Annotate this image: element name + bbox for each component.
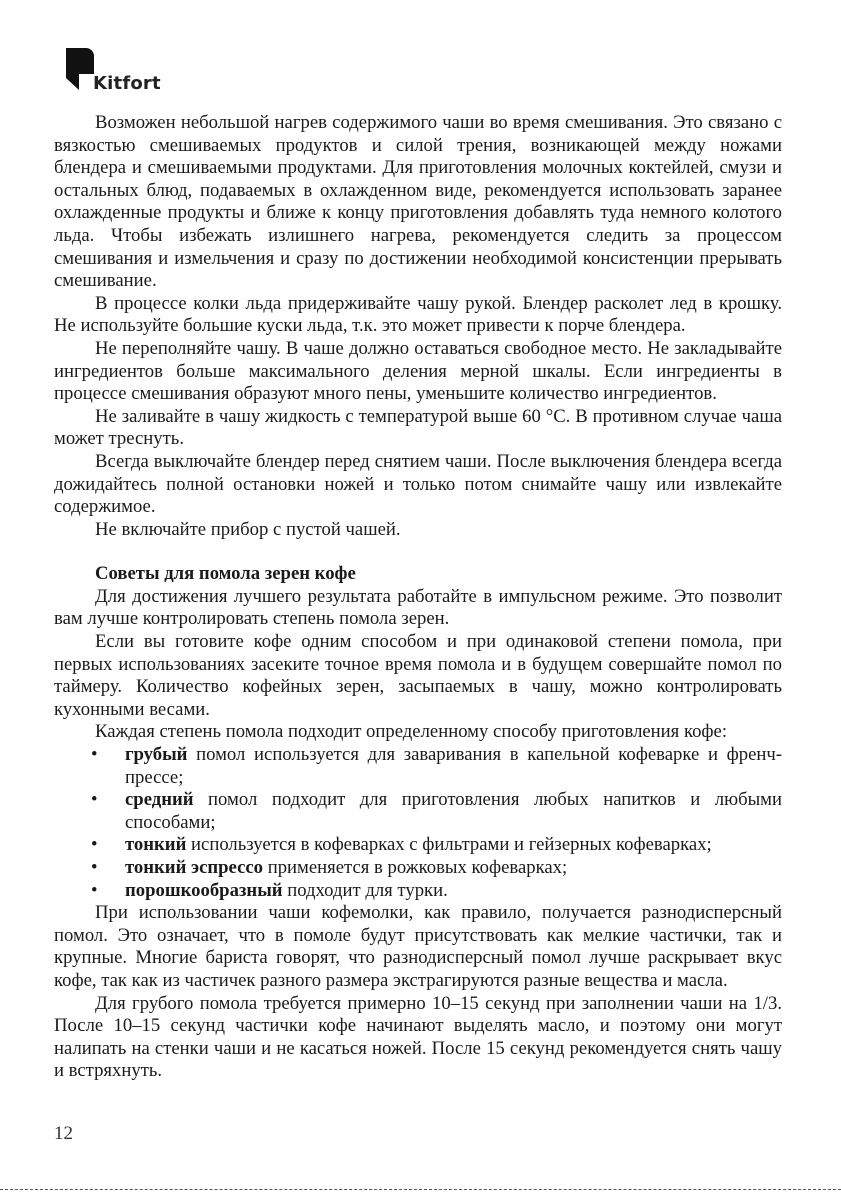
kitfort-logo	[66, 48, 176, 98]
grind-term: тонкий эспрессо	[125, 857, 264, 878]
paragraph: Не заливайте в чашу жидкость с температурой выше 60 °С. В противном случае чаша может треснуть.	[54, 405, 782, 450]
paragraph: В процессе колки льда придерживайте чашу рукой. Блендер расколет лед в крошку. Не используйте большие куски льда, т.к. это может привести к порче блендера.	[54, 292, 782, 337]
grind-list	[54, 744, 782, 902]
paragraph: Каждая степень помола подходит определенному способу приготовления кофе:	[95, 721, 728, 743]
grind-term: тонкий	[125, 834, 187, 856]
section-heading: Советы для помола зерен кофе	[95, 563, 356, 585]
grind-description: помол подходит для приготовления любых напитков и любыми способами;	[125, 789, 782, 833]
grind-description: используется в кофеварках с фильтрами и гейзерных кофеварках;	[186, 834, 712, 856]
grind-description: помол используется для заваривания в капельной кофеварке и френч-прессе;	[125, 744, 782, 788]
grind-term: грубый	[125, 744, 188, 766]
paragraph: Если вы готовите кофе одним способом и при одинаковой степени помола, при первых использованиях засеките точное время помола и в будущем совершайте помол по таймеру. Количество кофейных зерен, засыпаемых в чашу, можно контролировать кухонными весами.	[54, 631, 782, 720]
brand-name: Kitfort	[93, 73, 161, 94]
list-item	[54, 744, 782, 789]
grind-term: средний	[125, 789, 194, 811]
page-content	[54, 112, 782, 1083]
grind-description: подходит для турки.	[282, 879, 448, 901]
paragraph: Возможен небольшой нагрев содержимого чаши во время смешивания. Это связано с вязкостью смешиваемых продуктов и силой трения, возникающей между ножами блендера и смешиваемыми продуктами. Для приготовления молочных коктейлей, смузи и остальных блюд, подаваемых в охлажденном виде, рекомендуется использовать заранее охлажденные продукты и ближе к концу приготовления добавлять туда немного колотого льда. Чтобы избежать излишнего нагрева, рекомендуется следить за процессом смешивания и измельчения и сразу по достижении необходимой консистенции прерывать смешивание.	[54, 112, 782, 292]
kitfort-logo-mark-icon	[66, 48, 94, 92]
grind-description: применяется в рожковых кофеварках;	[263, 857, 568, 878]
paragraph: Не включайте прибор с пустой чашей.	[95, 518, 401, 540]
paragraph: Для достижения лучшего результата работайте в импульсном режиме. Это позволит вам лучше контролировать степень помола зерен.	[54, 585, 782, 630]
page-bottom-divider	[0, 1189, 841, 1190]
paragraph: Не переполняйте чашу. В чаше должно оставаться свободное место. Не закладывайте ингредиентов больше максимального деления мерной шкалы. Если ингредиенты в процессе смешивания образуют много пены, уменьшите количество ингредиентов.	[54, 337, 782, 405]
list-item	[54, 834, 782, 857]
paragraph: Для грубого помола требуется примерно 10–15 секунд при заполнении чаши на 1/3. После 10–15 секунд частички кофе начинают выделять масло, и поэтому они могут налипать на стенки чаши и не касаться ножей. После 15 секунд рекомендуется снять чашу и встряхнуть.	[54, 992, 782, 1082]
paragraph: Всегда выключайте блендер перед снятием чаши. После выключения блендера всегда дожидайтесь полной остановки ножей и только потом снимайте чашу или извлекайте содержимое.	[54, 450, 782, 518]
list-item	[54, 789, 782, 834]
list-item	[54, 857, 782, 880]
paragraph: При использовании чаши кофемолки, как правило, получается разнодисперсный помол. Это означает, что в помоле будут присутствовать как мелкие частички, так и крупные. Многие бариста говорят, что разнодисперсный помол лучше раскрывает вкус кофе, так как из частичек разного размера экстрагируются разные вещества и масла.	[54, 902, 782, 991]
list-item	[54, 880, 782, 903]
page-number: 12	[54, 1123, 73, 1144]
grind-term: порошкообразный	[125, 879, 283, 901]
